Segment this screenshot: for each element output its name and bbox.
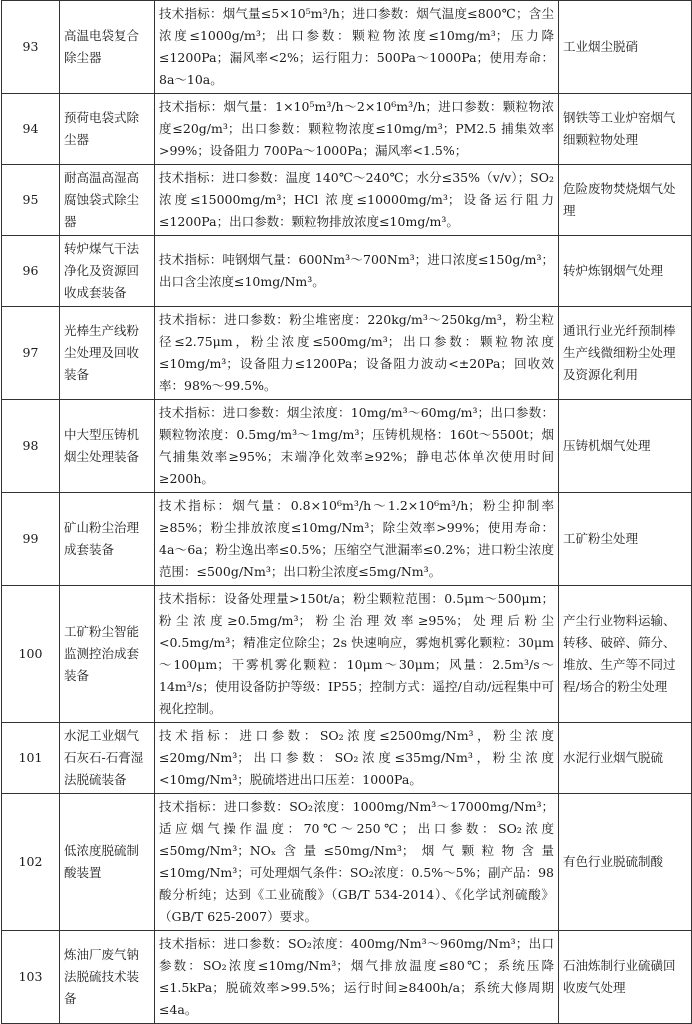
row-number: 96: [2, 236, 60, 307]
equipment-table: [1, 0, 692, 1024]
table-row: [2, 586, 692, 723]
technical-spec: 技术指标：进口参数：烟尘浓度：10mg/m³～60mg/m³；出口参数：颗粒物浓度：0.5mg/m³～1mg/m³；压铸机规格：160t～5500t；烟气捕集效率≥95%；末端净化效率≥92%；静电芯体单次使用时间≥200h。: [155, 400, 559, 493]
row-number: 101: [2, 723, 60, 794]
equipment-name: 工矿粉尘智能监测控治成套装备: [60, 586, 155, 723]
application-scope: 危险废物焚烧烟气处理: [559, 165, 692, 236]
row-number: 94: [2, 94, 60, 165]
row-number: 97: [2, 307, 60, 400]
application-scope: 水泥行业烟气脱硫: [559, 723, 692, 794]
table-row: [2, 493, 692, 586]
application-scope: 产尘行业物料运输、转移、破碎、筛分、堆放、生产等不同过程/场合的粉尘处理: [559, 586, 692, 723]
technical-spec: 技术指标：进口参数：温度 140℃～240℃；水分≤35%（v/v）；SO₂浓度≤15000mg/m³；HCl 浓度≤10000mg/m³；设备运行阻力≤1200Pa；出口参数：颗粒物排放浓度≤10mg/m³。: [155, 165, 559, 236]
equipment-name: 中大型压铸机烟尘处理装备: [60, 400, 155, 493]
equipment-name: 预荷电袋式除尘器: [60, 94, 155, 165]
equipment-name: 光棒生产线粉尘处理及回收装备: [60, 307, 155, 400]
table-row: [2, 794, 692, 931]
row-number: 93: [2, 1, 60, 94]
table-row: [2, 307, 692, 400]
application-scope: 工业烟尘脱硝: [559, 1, 692, 94]
equipment-name: 矿山粉尘治理成套装备: [60, 493, 155, 586]
technical-spec: 技术指标：烟气量：1×10⁵m³/h～2×10⁶m³/h；进口参数：颗粒物浓度≤20g/m³；出口参数：颗粒物浓度≤10mg/m³；PM2.5 捕集效率>99%；设备阻力 700Pa～1000Pa；漏风率<1.5%；: [155, 94, 559, 165]
technical-spec: 技术指标：设备处理量>150t/a；粉尘颗粒范围：0.5μm～500μm；粉尘浓度≥0.5mg/m³；粉尘治理效率≥95%；处理后粉尘<0.5mg/m³；精准定位除尘；2s 快速响应，雾炮机雾化颗粒：30μm～100μm；干雾机雾化颗粒：10μm～30μm；风量：2.5m³/s～14m³/s；使用设备防护等级：IP55；控制方式：遥控/自动/远程集中可视化控制。: [155, 586, 559, 723]
table-row: [2, 236, 692, 307]
technical-spec: 技术指标：进口参数：SO₂浓度：1000mg/Nm³～17000mg/Nm³；适应烟气操作温度：70℃～250℃；出口参数：SO₂浓度≤50mg/Nm³；NOₓ含量≤50mg/Nm³；烟气颗粒物含量≤10mg/Nm³；可处理烟气条件：SO₂浓度：0.5%～5%；副产品：98 酸分析纯；达到《工业硫酸》（GB/T 534-2014）、《化学试剂硫酸》（GB/T 625-2007）要求。: [155, 794, 559, 931]
table-row: [2, 723, 692, 794]
equipment-name: 高温电袋复合除尘器: [60, 1, 155, 94]
technical-spec: 技术指标：烟气量≤5×10⁵m³/h；进口参数：烟气温度≤800℃；含尘浓度≤1000g/m³；出口参数：颗粒物浓度≤10mg/m³；压力降≤1200Pa；漏风率<2%；运行阻力：500Pa～1000Pa；使用寿命：8a～10a。: [155, 1, 559, 94]
equipment-name: 转炉煤气干法净化及资源回收成套装备: [60, 236, 155, 307]
equipment-name: 水泥工业烟气石灰石-石膏湿法脱硫装备: [60, 723, 155, 794]
row-number: 95: [2, 165, 60, 236]
application-scope: 压铸机烟气处理: [559, 400, 692, 493]
technical-spec: 技术指标：进口参数：SO₂浓度≤2500mg/Nm³，粉尘浓度≤20mg/Nm³；出口参数：SO₂浓度≤35mg/Nm³，粉尘浓度<10mg/Nm³；脱硫塔进出口压差：1000Pa。: [155, 723, 559, 794]
application-scope: 通讯行业光纤预制棒生产线微细粉尘处理及资源化利用: [559, 307, 692, 400]
row-number: 98: [2, 400, 60, 493]
technical-spec: 技术指标：进口参数：SO₂浓度：400mg/Nm³～960mg/Nm³；出口参数：SO₂浓度≤10mg/Nm³；烟气排放温度≤80℃；系统压降≤1.5kPa；脱硫效率>99.5%；运行时间≥8400h/a；系统大修周期≤4a。: [155, 931, 559, 1024]
technical-spec: 技术指标：烟气量：0.8×10⁶m³/h～1.2×10⁶m³/h；粉尘抑制率≥85%；粉尘排放浓度≤10mg/Nm³；除尘效率>99%；使用寿命：4a～6a；粉尘逸出率≤0.5%；压缩空气泄漏率≤0.2%；进口粉尘浓度范围：≤500g/Nm³；出口粉尘浓度≤5mg/Nm³。: [155, 493, 559, 586]
row-number: 102: [2, 794, 60, 931]
application-scope: 有色行业脱硫制酸: [559, 794, 692, 931]
table-row: [2, 94, 692, 165]
application-scope: 钢铁等工业炉窑烟气细颗粒物处理: [559, 94, 692, 165]
row-number: 100: [2, 586, 60, 723]
equipment-name: 耐高温高湿高腐蚀袋式除尘器: [60, 165, 155, 236]
application-scope: 石油炼制行业硫磺回收废气处理: [559, 931, 692, 1024]
table-row: [2, 1, 692, 94]
table-row: [2, 400, 692, 493]
application-scope: 工矿粉尘处理: [559, 493, 692, 586]
equipment-name: 炼油厂废气钠法脱硫技术装备: [60, 931, 155, 1024]
technical-spec: 技术指标：吨钢烟气量：600Nm³～700Nm³；进口浓度≤150g/m³；出口含尘浓度≤10mg/Nm³。: [155, 236, 559, 307]
application-scope: 转炉炼钢烟气处理: [559, 236, 692, 307]
row-number: 103: [2, 931, 60, 1024]
table-row: [2, 931, 692, 1024]
technical-spec: 技术指标：进口参数：粉尘堆密度：220kg/m³～250kg/m³，粉尘粒径≤2.75μm，粉尘浓度≤500mg/m³；出口参数：颗粒物浓度≤10mg/m³；设备阻力≤1200Pa；设备阻力波动<±20Pa；回收效率：98%～99.5%。: [155, 307, 559, 400]
row-number: 99: [2, 493, 60, 586]
table-row: [2, 165, 692, 236]
equipment-name: 低浓度脱硫制酸装置: [60, 794, 155, 931]
